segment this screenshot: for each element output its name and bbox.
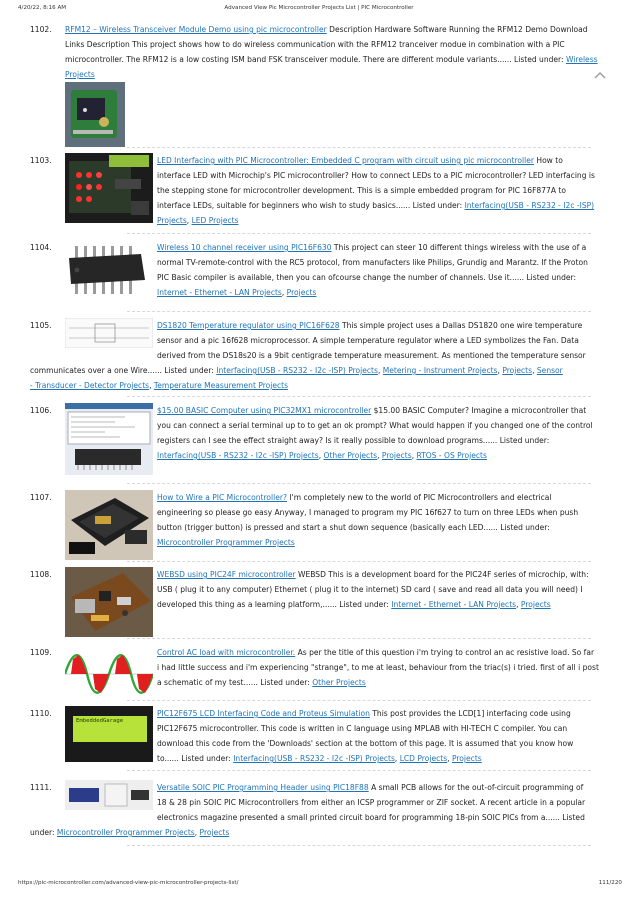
tag-link[interactable]: Interfacing(USB - RS232 - I2c -ISP): [464, 201, 595, 210]
entry-description: [157, 318, 621, 363]
dev-board-thumbnail: [65, 567, 153, 637]
print-datetime: 4/20/22, 8:16 AM: [18, 5, 67, 11]
tag-link[interactable]: Sensor: [536, 366, 563, 375]
desc-line: interface LEDs, suitable for beginners who wish to study basics...... Listed under:: [157, 201, 463, 210]
schematic-thumbnail: [65, 318, 153, 348]
desc-line: 18 & 28 pin SOIC PIC Microcontrollers from either an ICSP programmer or ZIF socket. A recent article in a popular: [157, 798, 586, 807]
tag-link[interactable]: Interfacing(USB - RS232 - I2c -ISP) Projects: [216, 366, 378, 375]
lcd-text: EmbeddedGarage: [76, 718, 124, 724]
entry-number: 1110.: [30, 709, 52, 718]
soic-header-thumbnail: [65, 780, 153, 810]
entry-description: PIC12F675 LCD Interfacing Code and Proteus Simulation This post provides the LCD[1] interfacing code using PIC12F675 microcontroller. This code is written in C language using MPLAB with HI-TECH C compiler. You can download this code from the 'Downloads' section at the bottom of this page. It is assumed that you know how to...... Listed under: Interfacing(USB - RS232 - I2c -ISP) Projects, LCD Projects, Projects: [157, 709, 574, 763]
desc-line: USB ( plug it to any computer) Ethernet ( plug it to the internet) SD card ( save and read all data you will need) I: [157, 585, 583, 594]
divider: [127, 147, 591, 148]
entry-continuation: communicates over a one Wire...... Listed under: Interfacing(USB - RS232 - I2c -ISP) Projects, Metering - Instrument Projects, Projects, Sensor - Transducer - Detector Projects, Temperature Measurement Projects: [30, 366, 563, 390]
entry-description: [157, 645, 621, 690]
entry-title-link[interactable]: RFM12 – Wireless Transceiver Module Demo using pic microcontroller: [65, 25, 327, 34]
entry-description: LED Interfacing with PIC Microcontroller: Embedded C program with circuit using pic microcontroller How to interface LED with Microchip's PIC microcontroller? How to connect LEDs to a PIC microcontroller? LED interfacing is the stepping stone for microcontroller development. This is a simple embedded program for PIC 16F877A to interface LEDs, suitable for beginners who wish to study basics...... Listed under: Interfacing(USB - RS232 - I2c -ISP) Projects, LED Projects: [157, 156, 595, 225]
entry-number: 1108.: [30, 570, 52, 579]
tag-link[interactable]: Microcontroller Programmer Projects: [157, 538, 295, 547]
tag-link[interactable]: Projects: [520, 600, 551, 609]
entry-continuation: under: Microcontroller Programmer Projects, Projects: [30, 828, 230, 837]
divider: [127, 638, 591, 639]
tag-link[interactable]: Projects: [381, 451, 412, 460]
desc-line: PIC12F675 microcontroller. This code is written in C language using MPLAB with HI-TECH C compiler. You can: [157, 724, 568, 733]
entry-number: 1103.: [30, 156, 52, 165]
entry-number: 1106.: [30, 406, 52, 415]
rf-module-thumbnail: [65, 82, 125, 147]
tag-link[interactable]: Projects: [199, 828, 230, 837]
entry-number: 1105.: [30, 321, 52, 330]
desc-line: button (trigger button) is pressed and start a shut down sequence (basically each LED...... Listed under:: [157, 523, 550, 532]
tag-link[interactable]: Other Projects: [312, 678, 366, 687]
divider: [127, 845, 591, 846]
desc-line: This simple project uses a Dallas DS1820 one wire temperature: [341, 321, 583, 330]
programmer-board-thumbnail: [65, 490, 153, 560]
desc-line: the stepping stone for microcontroller development. This is a simple embedded program for PIC 16F877A to: [157, 186, 566, 195]
tag-link[interactable]: Internet - Ethernet - LAN Projects: [391, 600, 517, 609]
entry-number: 1109.: [30, 648, 52, 657]
divider: [127, 311, 591, 312]
desc-line: engineering so please go easy Anyway, I managed to program my PIC 16f627 to turn on three LEDs when push: [157, 508, 579, 517]
entry-description: [65, 22, 621, 82]
page-url: https://pic-microcontroller.com/advanced-view-pic-microcontroller-projects-list/: [18, 880, 239, 886]
desc-line: How to: [536, 156, 563, 165]
entry-title-link[interactable]: Control AC load with microcontroller.: [157, 648, 296, 657]
tag-link[interactable]: Projects: [451, 754, 482, 763]
desc-line: derived from the DS18s20 is a 9bit centigrade temperature measurement. As mentioned the temperature sensor: [157, 351, 586, 360]
divider: [127, 700, 591, 701]
tag-link[interactable]: Other Projects: [323, 451, 378, 460]
tag-link[interactable]: Microcontroller Programmer Projects: [56, 828, 195, 837]
desc-line: communicates over a one Wire...... Listed under:: [30, 366, 214, 375]
page-footer: [0, 880, 638, 892]
tag-link[interactable]: Projects: [286, 288, 317, 297]
desc-line: A small PCB allows for the out-of-circuit programming of: [371, 783, 584, 792]
entry-description: Wireless 10 channel receiver using PIC16F630 This project can steer 10 different things wireless with the use of a normal TV-remote-control with the RC5 protocol, from manufacters like Philips, Grundig and Marantz. If the Proton PIC Basic compiler is available, then you can ofcourse change the number of channels. Use it...... Listed under: Internet - Ethernet - LAN Projects, Projects: [157, 243, 588, 297]
entry-title-link[interactable]: DS1820 Temperature regulator using PIC16F628: [157, 321, 340, 330]
tag-link[interactable]: Projects: [65, 70, 95, 79]
desc-line: under:: [30, 828, 55, 837]
tag-link[interactable]: Wireless: [565, 55, 598, 64]
divider: [127, 233, 591, 234]
led-board-thumbnail: [65, 153, 153, 223]
desc-line: a schematic of my test...... Listed under:: [157, 678, 310, 687]
desc-line: PIC Basic compiler is available, then you can ofcourse change the number of channels. Use it...... Listed under:: [157, 273, 577, 282]
entry-title-link[interactable]: How to Wire a PIC Microcontroller?: [157, 493, 287, 502]
desc-line: $15.00 BASIC Computer? Imagine a microcontroller that: [373, 406, 587, 415]
entry-title-link[interactable]: PIC12F675 LCD Interfacing Code and Proteus Simulation: [157, 709, 370, 718]
desc-line: you can connect a serial terminal up to to get an ok prompt? What would happen if you changed one of the control: [157, 421, 593, 430]
entry-title-link[interactable]: WEBSD using PIC24F microcontroller: [157, 570, 296, 579]
divider: [127, 396, 591, 397]
lcd-thumbnail: [65, 706, 153, 762]
divider: [127, 483, 591, 484]
divider: [127, 561, 591, 562]
lcd-screen: [73, 716, 147, 742]
desc-line: microcontroller. The RFM12 is a low costing ISM band FSK transceiver module. There are different module variants...... Listed under:: [65, 55, 564, 64]
entry-number: 1104.: [30, 243, 52, 252]
page-number: 111/220: [598, 880, 622, 886]
tag-link[interactable]: Internet - Ethernet - LAN Projects: [157, 288, 282, 297]
page-title: Advanced View Pic Microcontroller Projects List | PIC Microcontroller: [224, 5, 414, 11]
divider: [127, 770, 591, 771]
entry-title-link[interactable]: $15.00 BASIC Computer using PIC32MX1 microcontroller: [157, 406, 372, 415]
desc-line: I'm completely new to the world of PIC Microcontrollers and electrical: [289, 493, 552, 502]
desc-line: registers can I see the effect straight away? Is it really possible to download programs...... Listed under:: [157, 436, 550, 445]
entry-title-link[interactable]: LED Interfacing with PIC Microcontroller: Embedded C program with circuit using pic microcontroller: [157, 156, 534, 165]
tag-link[interactable]: Projects: [502, 366, 533, 375]
entry-description: $15.00 BASIC Computer using PIC32MX1 microcontroller $15.00 BASIC Computer? Imagine a microcontroller that you can connect a serial terminal up to to get an ok prompt? What would happen if you changed one of the control registers can I see the effect straight away? Is it really possible to download programs...... Listed under: Interfacing(USB - RS232 - I2c -ISP) Projects, Other Projects, Projects, RTOS - OS Projects: [157, 406, 593, 460]
tag-link[interactable]: Interfacing(USB - RS232 - I2c -ISP) Projects: [233, 754, 395, 763]
entry-title-link[interactable]: Wireless 10 channel receiver using PIC16F630: [157, 243, 332, 252]
entry-description: [157, 490, 621, 550]
tag-link[interactable]: Interfacing(USB - RS232 - I2c -ISP) Projects: [157, 451, 319, 460]
desc-line: to...... Listed under:: [157, 754, 231, 763]
page-header: [0, 5, 638, 17]
desc-line: Links Description This project shows how to do wireless communication with the RFM12 tranceiver modue in combination with a PIC: [65, 40, 565, 49]
tag-link[interactable]: Metering - Instrument Projects: [382, 366, 498, 375]
desc-line: interface LED with Microchip's PIC microcontroller? How to connect LEDs to a PIC microcontroller? LED interfacing is: [157, 171, 595, 180]
tag-link[interactable]: LCD Projects: [399, 754, 448, 763]
ac-waveform-thumbnail: [65, 645, 153, 703]
tag-link[interactable]: LED Projects: [191, 216, 239, 225]
desc-line: i had little success and i'm experiencing "strange", to me at least, behaviour from the triac(s) i tried. first of all i post: [157, 663, 599, 672]
desc-line: As per the title of this question i'm trying to control an ac resistive load. So far: [297, 648, 595, 657]
desc-line: This post provides the LCD[1] interfacing code using: [372, 709, 571, 718]
entry-number: 1107.: [30, 493, 52, 502]
tag-link[interactable]: RTOS - OS Projects: [416, 451, 487, 460]
entry-number: 1102.: [30, 25, 52, 34]
desc-line: Description Hardware Software Running the RFM12 Demo Download: [329, 25, 588, 34]
desc-line: This project can steer 10 different things wireless with the use of a: [333, 243, 587, 252]
tag-link[interactable]: Temperature Measurement Projects: [153, 381, 289, 390]
desc-line: normal TV-remote-control with the RC5 protocol, from manufacters like Philips, Grundig and Marantz. If the Proton: [157, 258, 588, 267]
entry-number: 1111.: [30, 783, 52, 792]
dip-chip-thumbnail: [65, 240, 153, 300]
desc-line: developed this thing as a learning platform,...... Listed under:: [157, 600, 389, 609]
entry-description: WEBSD using PIC24F microcontroller WEBSD This is a development board for the PIC24F series of microchip, with: USB ( plug it to any computer) Ethernet ( plug it to the internet) SD card ( save and read all data you will need) I developed this thing as a learning platform,...... Listed under: Internet - Ethernet - LAN Projects, Projects: [157, 570, 589, 609]
entry-title-link[interactable]: Versatile SOIC PIC Programming Header using PIC18F88: [157, 783, 369, 792]
desc-line: electronics magazine presented a small printed circuit board for programming 18-pin SOIC PICs from a...... Listed: [157, 813, 585, 822]
desc-line: sensor and a pic 16f628 microprocessor. A simple temperature regulator where a LED symbolizes the Fan. Data: [157, 336, 579, 345]
terminal-thumbnail: [65, 403, 153, 475]
desc-line: WEBSD This is a development board for the PIC24F series of microchip, with:: [298, 570, 589, 579]
tag-link[interactable]: Projects: [157, 216, 187, 225]
entry-description: [157, 780, 621, 825]
desc-line: download this code from the 'Downloads' section at the bottom of this page. It is assumed that you know how: [157, 739, 574, 748]
tag-link[interactable]: - Transducer - Detector Projects: [30, 381, 150, 390]
